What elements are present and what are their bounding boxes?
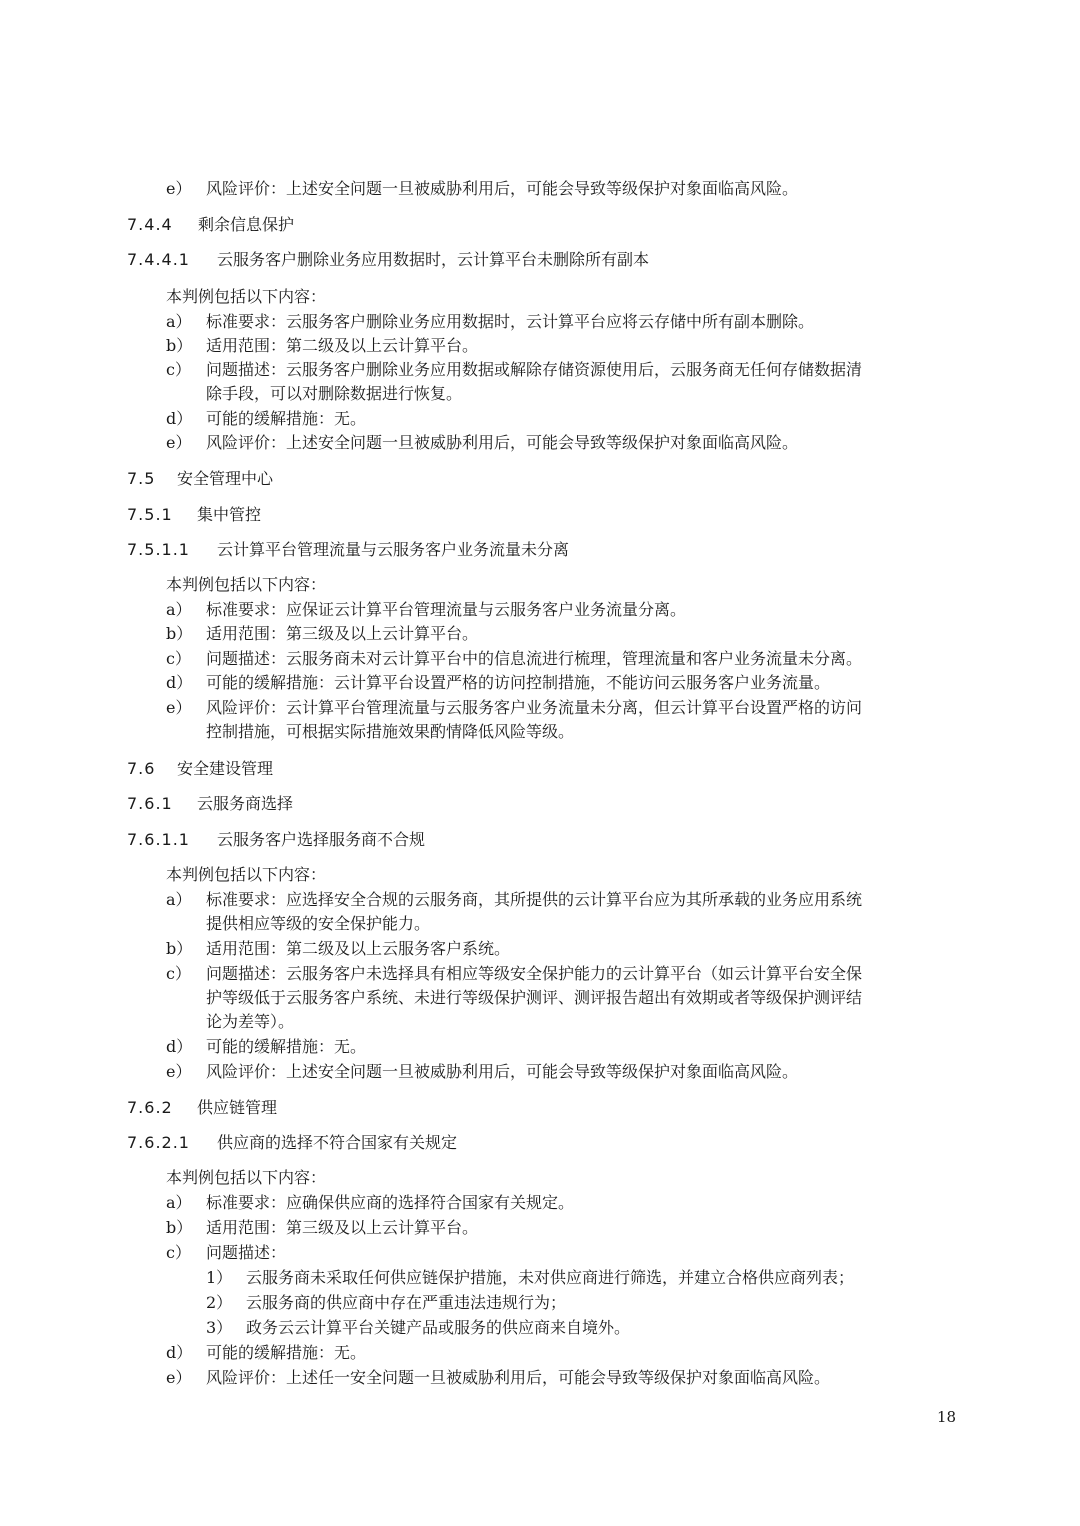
list-item: c） 问题描述：云服务商未对云计算平台中的信息流进行梳理，管理流量和客户业务流量未分离。 [166,649,863,668]
list-item-continuation: 护等级低于云服务客户系统、未进行等级保护测评、测评报告超出有效期或者等级保护测评结 [206,988,863,1007]
list-item: b） 适用范围：第二级及以上云计算平台。 [166,336,479,355]
list-item: e） 风险评价：上述安全问题一旦被威胁利用后，可能会导致等级保护对象面临高风险。 [166,1062,799,1081]
list-item-continuation: 论为差等）。 [206,1012,295,1031]
list-item: e） 风险评价：上述安全问题一旦被威胁利用后，可能会导致等级保护对象面临高风险。 [166,179,799,198]
list-item: a） 标准要求：应保证云计算平台管理流量与云服务客户业务流量分离。 [166,600,687,619]
sub-list-item: 1） 云服务商未采取任何供应链保护措施，未对供应商进行筛选，并建立合格供应商列表； [206,1268,855,1287]
section-heading: 7.5.1 集中管控 [127,505,262,524]
subsection-heading: 7.4.4.1 云服务客户删除业务应用数据时，云计算平台未删除所有副本 [127,250,650,269]
section-heading: 7.6 安全建设管理 [127,759,274,778]
section-heading: 7.6.2 供应链管理 [127,1098,278,1117]
list-item-continuation: 提供相应等级的安全保护能力。 [206,914,431,933]
list-item: b） 适用范围：第二级及以上云服务客户系统。 [166,939,511,958]
subsection-heading: 7.5.1.1 云计算平台管理流量与云服务客户业务流量未分离 [127,540,570,559]
list-item: b） 适用范围：第三级及以上云计算平台。 [166,1218,479,1237]
list-item: e） 风险评价：上述任一安全问题一旦被威胁利用后，可能会导致等级保护对象面临高风险。 [166,1368,831,1387]
intro-text: 本判例包括以下内容： [166,865,327,884]
list-item: d） 可能的缓解措施：无。 [166,1343,367,1362]
subsection-heading: 7.6.1.1 云服务客户选择服务商不合规 [127,830,426,849]
list-item-continuation: 除手段，可以对删除数据进行恢复。 [206,384,463,403]
list-item: c） 问题描述：云服务客户未选择具有相应等级安全保护能力的云计算平台（如云计算平台安全保 [166,964,863,983]
section-heading: 7.6.1 云服务商选择 [127,794,294,813]
list-item-continuation: 控制措施，可根据实际措施效果酌情降低风险等级。 [206,722,575,741]
list-item: d） 可能的缓解措施：无。 [166,409,367,428]
sub-list-item: 2） 云服务商的供应商中存在严重违法违规行为； [206,1293,567,1312]
intro-text: 本判例包括以下内容： [166,1168,327,1187]
list-item: d） 可能的缓解措施：无。 [166,1037,367,1056]
list-item: e） 风险评价：上述安全问题一旦被威胁利用后，可能会导致等级保护对象面临高风险。 [166,433,799,452]
list-item: a） 标准要求：应确保供应商的选择符合国家有关规定。 [166,1193,575,1212]
sub-list-item: 3） 政务云云计算平台关键产品或服务的供应商来自境外。 [206,1318,631,1337]
list-item: c） 问题描述： [166,1243,287,1262]
intro-text: 本判例包括以下内容： [166,287,327,306]
list-item: b） 适用范围：第三级及以上云计算平台。 [166,624,479,643]
list-item: e） 风险评价：云计算平台管理流量与云服务客户业务流量未分离，但云计算平台设置严格的访问 [166,698,863,717]
list-item: a） 标准要求：应选择安全合规的云服务商，其所提供的云计算平台应为其所承载的业务应用系统 [166,890,863,909]
list-item: d） 可能的缓解措施：云计算平台设置严格的访问控制措施，不能访问云服务客户业务流量。 [166,673,831,692]
list-item: c） 问题描述：云服务客户删除业务应用数据或解除存储资源使用后，云服务商无任何存储数据清 [166,360,863,379]
section-heading: 7.4.4 剩余信息保护 [127,215,295,234]
list-item: a） 标准要求：云服务客户删除业务应用数据时，云计算平台应将云存储中所有副本删除。 [166,312,815,331]
section-heading: 7.5 安全管理中心 [127,469,274,488]
intro-text: 本判例包括以下内容： [166,575,327,594]
page-number: 18 [937,1408,957,1426]
subsection-heading: 7.6.2.1 供应商的选择不符合国家有关规定 [127,1133,458,1152]
